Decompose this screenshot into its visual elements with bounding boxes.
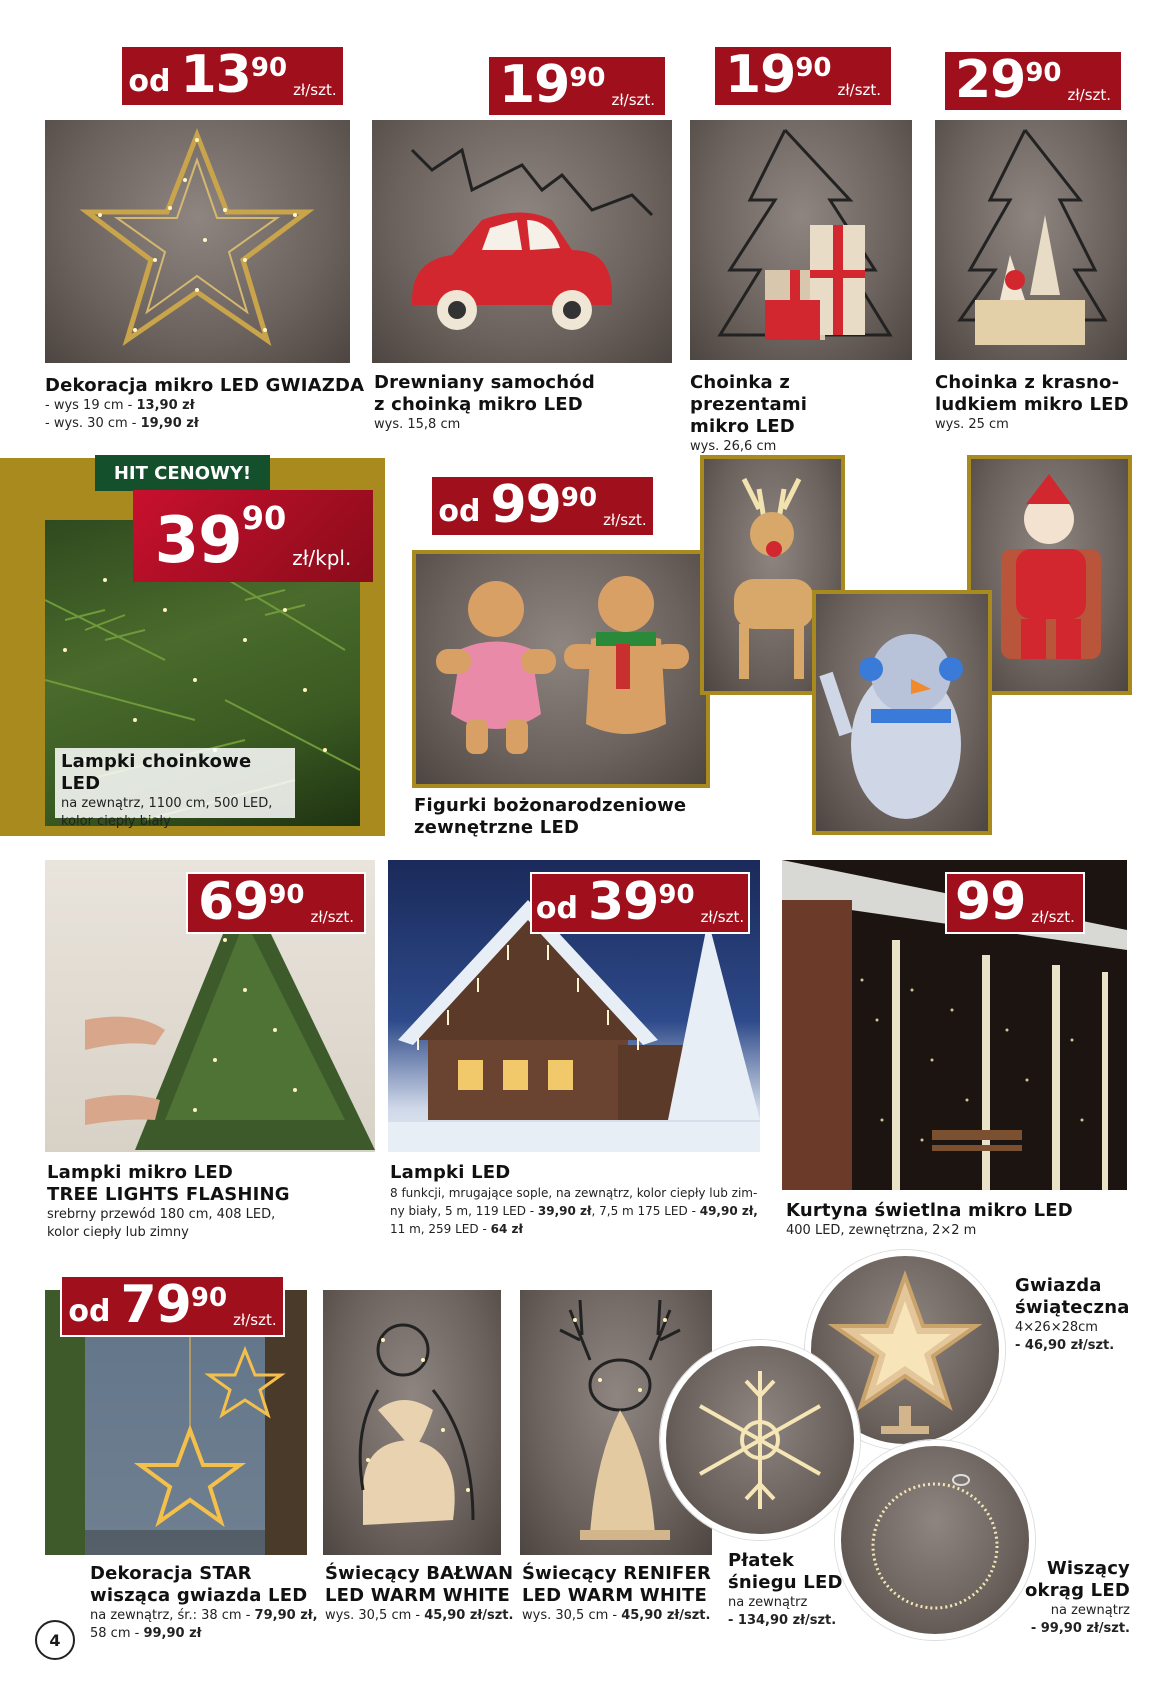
caption-car: Drewniany samochód z choinką mikro LED wys. 15,8 cm: [374, 372, 595, 432]
caption-snowman: Świecący BAŁWAN LED WARM WHITE wys. 30,5 cm - 45,90 zł/szt.: [325, 1563, 514, 1623]
car-icon: [372, 120, 672, 363]
price-tag-car: 19 90 zł/szt.: [487, 55, 667, 117]
product-image-snowman: [323, 1290, 501, 1555]
product-image-gingerbread: [412, 550, 710, 788]
product-image-car: [372, 120, 672, 363]
santa-icon: [971, 459, 1128, 691]
size-line: - wys 19 cm - 13,90 zł: [45, 398, 195, 413]
caption-light-curtain: Kurtyna świetlna mikro LED 400 LED, zewnętrzna, 2×2 m: [786, 1200, 1073, 1238]
caption-wooden-reindeer: Świecący RENIFER LED WARM WHITE wys. 30,5 cm - 45,90 zł/szt.: [522, 1563, 712, 1623]
caption-micro-lights: Lampki mikro LED TREE LIGHTS FLASHING srebrny przewód 180 cm, 408 LED, kolor ciepły lub zimny: [47, 1162, 290, 1240]
caption-tree-lights: Lampki choinkowe LED na zewnątrz, 1100 cm, 500 LED, kolor ciepły biały: [55, 748, 295, 818]
star-icon: [45, 120, 350, 363]
product-image-led-star: [45, 120, 350, 363]
price-tag-light-curtain: 99 zł/szt.: [945, 872, 1085, 934]
caption-led-star: [45, 375, 365, 433]
caption-xmas-star: Gwiazda świąteczna 4×26×28cm - 46,90 zł/szt.: [1015, 1275, 1130, 1353]
tree-icon: [690, 120, 912, 360]
caption-hanging-star: Dekoracja STAR wisząca gwiazda LED na zewnątrz, śr.: 38 cm - 79,90 zł, 58 cm - 99,90 zł: [90, 1563, 318, 1641]
size-line: - wys. 30 cm - 19,90 zł: [45, 416, 199, 431]
caption-icicle-lights: Lampki LED 8 funkcji, mrugające sople, na zewnątrz, kolor ciepły lub zim- ny biały, 5 m, 119 LED - 39,90 zł, 7,5 m 175 LED - 49,90 zł, 11 m, 259 LED - 64 zł: [390, 1162, 758, 1236]
product-image-led-penguin: [812, 590, 992, 835]
snowflake-icon: [666, 1346, 854, 1534]
price-tag-figures: od 99 90 zł/szt.: [430, 475, 655, 537]
product-title: Dekoracja mikro LED GWIAZDA: [45, 375, 365, 396]
price-tag-micro-lights: 69 90 zł/szt.: [186, 872, 366, 934]
price-tag-star: od 13 90 zł/szt.: [120, 45, 345, 107]
product-image-tree-gnome: [935, 120, 1127, 360]
gingerbread-icon: [416, 554, 706, 784]
price-tag-tree-lights: 39 90 zł/kpl.: [133, 490, 373, 582]
caption-figures: Figurki bożonarodzeniowe zewnętrzne LED: [414, 795, 687, 838]
caption-hanging-ring: Wiszący okrąg LED na zewnątrz - 99,90 zł/szt.: [1024, 1558, 1130, 1636]
caption-snowflake: Płatek śniegu LED na zewnątrz - 134,90 zł/szt.: [728, 1550, 843, 1628]
penguin-icon: [816, 594, 988, 831]
page-number: 4: [35, 1620, 75, 1660]
caption-tree-gnome: Choinka z krasno- ludkiem mikro LED wys. 25 cm: [935, 372, 1129, 432]
price-tag-hanging-star: od 79 90 zł/szt.: [60, 1275, 285, 1337]
snowman-icon: [323, 1290, 501, 1555]
caption-tree-gifts: Choinka z prezentami mikro LED wys. 26,6 cm: [690, 372, 808, 454]
price-tag-tree-gnome: 29 90 zł/szt.: [943, 50, 1123, 112]
product-image-snowflake: [660, 1340, 860, 1540]
product-image-tree-gifts: [690, 120, 912, 360]
hit-cenowy-badge: HIT CENOWY!: [95, 455, 270, 491]
tree-gnome-icon: [935, 120, 1127, 360]
price-tag-icicle-lights: od 39 90 zł/szt.: [530, 872, 750, 934]
price-tag-tree-gifts: 19 90 zł/szt.: [713, 45, 893, 107]
